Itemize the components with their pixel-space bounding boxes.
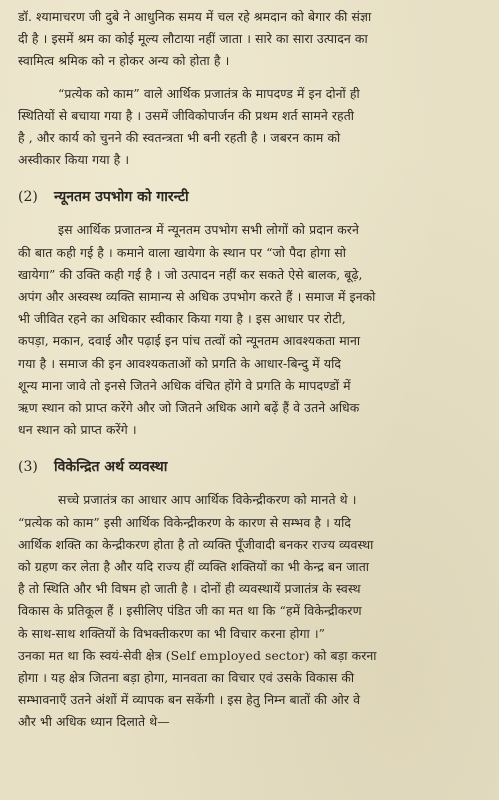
text-line: स्वामित्व श्रमिक को न होकर अन्य को होता है । [18,53,230,69]
text-line: दी है । इसमें श्रम का कोई मूल्य लौटाया नहीं जाता । सारे का सारा उत्पादन का [18,31,368,47]
text-line: अस्वीकार किया गया है । [18,152,130,168]
text-line: स्थितियों से बचाया गया है । उसमें जीविकोपार्जन की प्रथम शर्त सामने रहती [18,107,355,123]
text-line: कपड़ा, मकान, दवाई और पढ़ाई इन पांच तत्वों को न्यूनतम आवश्यकता माना [18,333,361,349]
section-title: न्यूनतम उपभोग को गारन्टी [54,189,189,206]
text-line: सच्चे प्रजातंत्र का आधार आप आर्थिक विकेन्द्रीकरण को मानते थे । [58,492,357,508]
text-line: विकास के प्रतिकूल हैं । इसीलिए पंडित जी का मत था कि “हमें विकेन्द्रीकरण [18,603,362,619]
text-line: की बात कही गई है । कमाने वाला खायेगा के स्थान पर “जो पैदा होगा सो [18,244,347,260]
text-line: खायेगा” की उक्ति कही गई है । जो उत्पादन नहीं कर सकते ऐसे बालक, बूढ़े, [18,266,363,282]
text-line: अपंग और अस्वस्थ व्यक्ति सामान्य से अधिक उपभोग करते हैं । समाज में इनको [18,289,376,305]
text-line: “प्रत्येक को काम” इसी आर्थिक विकेन्द्रीकरण के कारण से सम्भव है । यदि [18,514,352,530]
section-title: विकेन्द्रित अर्थ व्यवस्था [54,459,168,476]
section-number: (2) [18,189,38,206]
text-line: डॉ. श्यामाचरण जी दुबे ने आधुनिक समय में चल रहे श्रमदान को बेगार की संज्ञा [18,9,372,24]
text-line: के साथ-साथ शक्तियों के विभक्तीकरण का भी विचार करना होगा ।” [18,625,326,641]
text-line: उनका मत था कि स्वयं-सेवी क्षेत्र (Self employed sector) को बड़ा करना [18,647,377,663]
text-line: होगा । यह क्षेत्र जितना बड़ा होगा, मानवता का विचार एवं उसके विकास की [18,670,355,686]
text-line: भी जीवित रहने का अधिकार स्वीकार किया गया है । इस आधार पर रोटी, [18,311,346,327]
text-line: है , और कार्य को चुनने की स्वतन्त्रता भी बनी रहती है । जबरन काम को [18,130,341,146]
text-line: ऋण स्थान को प्राप्त करेंगे और जो जितने अधिक आगे बढ़ें हैं वे उतने अधिक [18,400,360,416]
text-line: सम्भावनाएँ उतने अंशों में व्यापक बन सकेंगी । इस हेतु निम्न बातों की ओर वे [18,692,361,708]
text-line: गया है । समाज की इन आवश्यकताओं को प्रगति के आधार-बिन्दु में यदि [18,355,342,371]
paragraph-shramdan [18,6,489,73]
text-line: शून्य माना जावे तो इनसे जितने अधिक वंचित होंगे वे प्रगति के मापदण्डों में [18,377,351,393]
section-number: (3) [18,459,38,476]
text-line: आर्थिक शक्ति का केन्द्रीकरण होता है तो व्यक्ति पूँजीवादी बनकर राज्य व्यवस्था [18,536,374,552]
paragraph-vikendrit-arth [18,489,489,733]
text-line: इस आर्थिक प्रजातन्त्र में न्यूनतम उपभोग सभी लोगों को प्रदान करने [58,222,359,238]
paragraph-pratyek-ko-kaam [18,83,489,172]
text-line: “प्रत्येक को काम” वाले आर्थिक प्रजातंत्र के मापदण्ड में इन दोनों ही [58,85,360,101]
paragraph-nyuntam-upbhog [18,219,489,441]
text-line: को ग्रहण कर लेता है और यदि राज्य हीं व्यक्ति शक्तियों का भी केन्द्र बन जाता [18,559,370,575]
text-line: है तो स्थिति और भी विषम हो जाती है । दोनों ही व्यवस्थायें प्रजातंत्र के स्वस्थ [18,581,361,597]
section-heading-2 [18,185,489,209]
section-heading-3 [18,455,489,479]
text-line: और भी अधिक ध्यान दिलाते थे— [18,714,170,730]
text-line: धन स्थान को प्राप्त करेंगे । [18,422,137,438]
